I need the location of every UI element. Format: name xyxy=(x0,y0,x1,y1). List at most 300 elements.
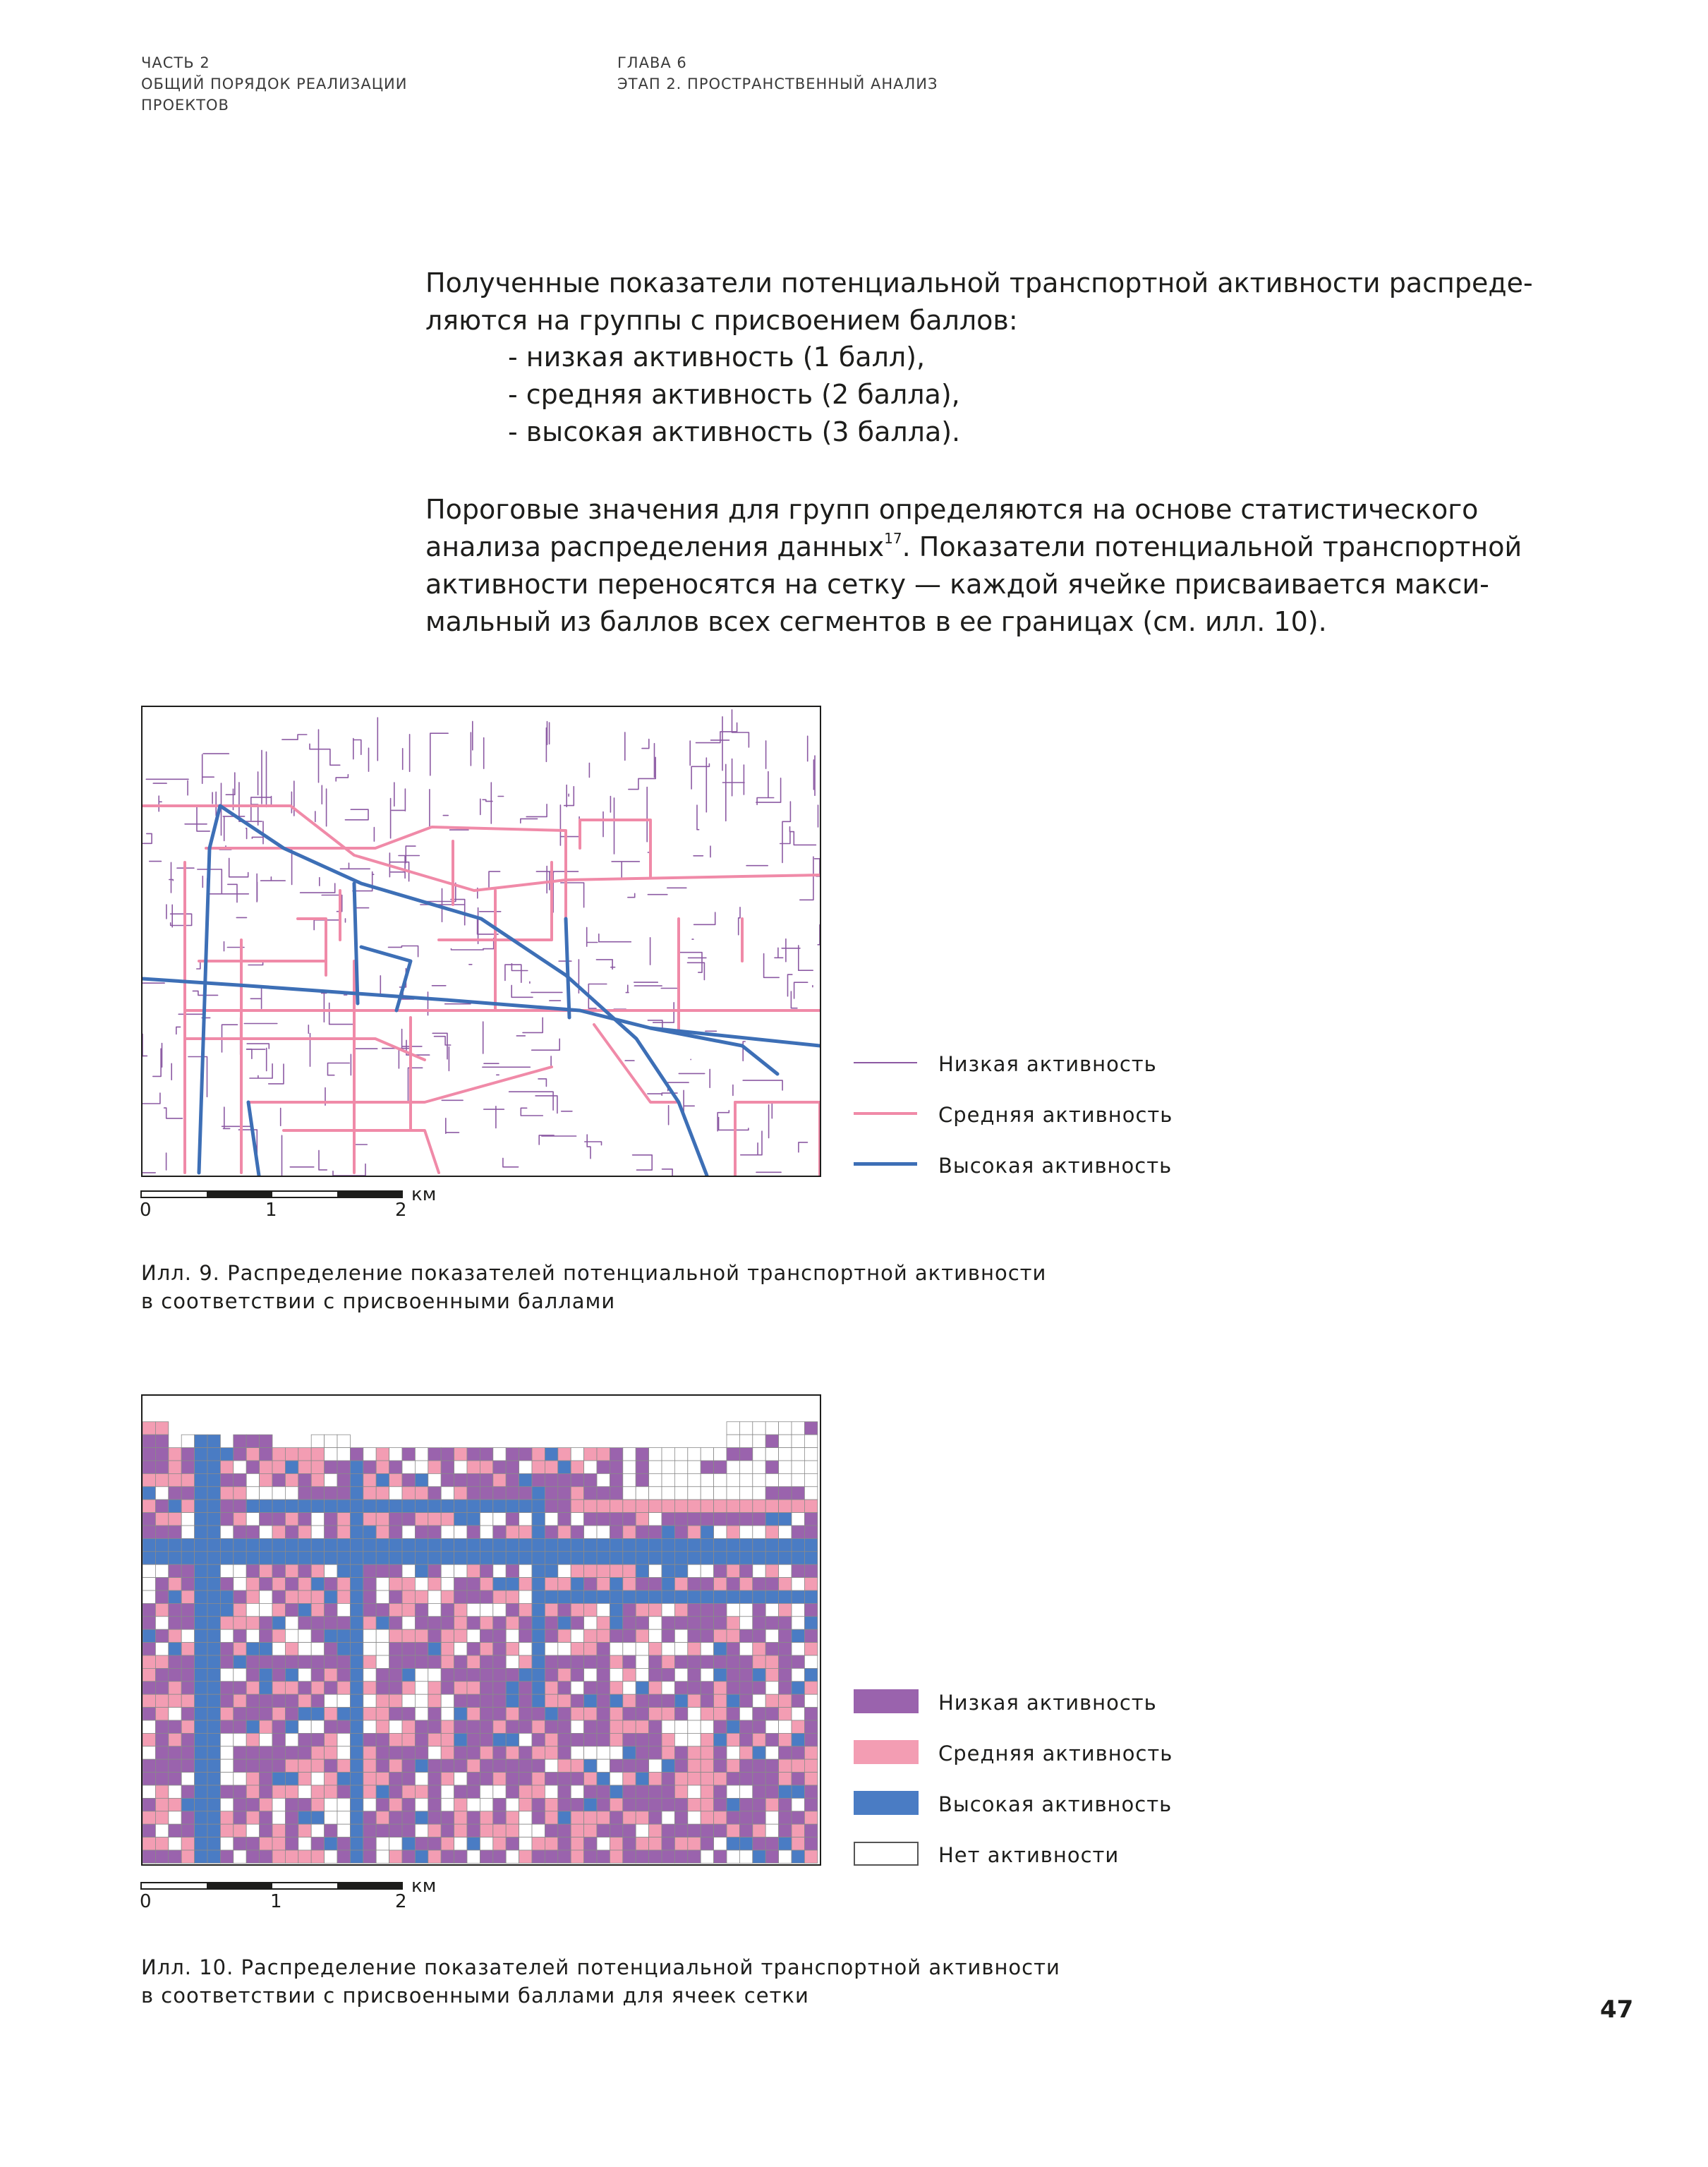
grid-cell xyxy=(207,1499,220,1512)
grid-cell xyxy=(792,1708,804,1720)
grid-cell xyxy=(207,1655,220,1668)
grid-cell xyxy=(389,1499,402,1512)
grid-cell xyxy=(649,1733,662,1746)
grid-cell xyxy=(143,1746,155,1759)
grid-cell xyxy=(402,1746,415,1759)
grid-cell xyxy=(220,1526,233,1538)
grid-cell xyxy=(674,1759,687,1772)
grid-cell xyxy=(376,1473,389,1486)
grid-cell xyxy=(298,1850,311,1863)
grid-cell xyxy=(545,1499,557,1512)
grid-cell xyxy=(688,1643,701,1655)
grid-cell xyxy=(779,1682,792,1694)
grid-cell xyxy=(493,1798,506,1811)
grid-cell xyxy=(155,1720,168,1733)
grid-cell xyxy=(441,1720,454,1733)
grid-cell xyxy=(169,1499,181,1512)
grid-cell xyxy=(415,1590,428,1603)
grid-cell xyxy=(584,1811,597,1824)
high-activity-road xyxy=(361,947,411,1010)
grid-cell xyxy=(234,1811,246,1824)
grid-cell xyxy=(143,1655,155,1668)
grid-cell xyxy=(739,1708,752,1720)
grid-cell xyxy=(636,1837,648,1850)
grid-cell xyxy=(195,1785,207,1798)
grid-cell xyxy=(389,1643,402,1655)
grid-cell xyxy=(571,1694,583,1707)
grid-cell xyxy=(467,1837,480,1850)
grid-cell xyxy=(480,1708,492,1720)
grid-cell xyxy=(493,1513,506,1526)
grid-cell xyxy=(337,1590,350,1603)
list-item: - низкая активность (1 балл), xyxy=(508,342,926,373)
grid-cell xyxy=(298,1733,311,1746)
grid-cell xyxy=(454,1526,467,1538)
low-activity-road xyxy=(505,965,521,982)
grid-cell xyxy=(727,1733,739,1746)
grid-cell xyxy=(325,1798,337,1811)
grid-cell xyxy=(325,1733,337,1746)
grid-cell xyxy=(597,1773,610,1785)
grid-cell xyxy=(649,1824,662,1837)
grid-cell xyxy=(337,1617,350,1629)
grid-cell xyxy=(389,1590,402,1603)
grid-cell xyxy=(792,1473,804,1486)
grid-cell xyxy=(246,1499,259,1512)
grid-cell xyxy=(779,1526,792,1538)
low-activity-road xyxy=(176,1027,181,1034)
grid-cell xyxy=(480,1720,492,1733)
low-activity-road xyxy=(521,819,538,823)
grid-cell xyxy=(753,1720,765,1733)
grid-cell xyxy=(792,1824,804,1837)
grid-cell xyxy=(272,1668,285,1681)
grid-cell xyxy=(155,1448,168,1461)
grid-cell xyxy=(454,1617,467,1629)
grid-cell xyxy=(714,1461,727,1473)
grid-cell xyxy=(688,1461,701,1473)
low-activity-road xyxy=(247,1049,265,1058)
grid-cell xyxy=(298,1759,311,1772)
grid-cell xyxy=(363,1837,376,1850)
grid-cell xyxy=(571,1578,583,1590)
grid-cell xyxy=(610,1473,622,1486)
grid-cell xyxy=(636,1824,648,1837)
grid-cell xyxy=(753,1578,765,1590)
grid-cell xyxy=(181,1578,194,1590)
grid-cell xyxy=(558,1811,571,1824)
grid-cell xyxy=(402,1487,415,1499)
grid-cell xyxy=(155,1578,168,1590)
grid-cell xyxy=(532,1590,545,1603)
grid-cell xyxy=(260,1617,272,1629)
grid-cell xyxy=(519,1694,532,1707)
grid-cell xyxy=(662,1850,674,1863)
grid-cell xyxy=(207,1629,220,1642)
grid-cell xyxy=(298,1590,311,1603)
grid-cell xyxy=(415,1811,428,1824)
grid-cell xyxy=(441,1499,454,1512)
grid-cell xyxy=(532,1785,545,1798)
low-activity-road xyxy=(782,802,790,862)
grid-cell xyxy=(441,1811,454,1824)
grid-cell xyxy=(765,1759,778,1772)
grid-cell xyxy=(298,1785,311,1798)
grid-cell xyxy=(260,1655,272,1668)
grid-cell xyxy=(714,1603,727,1616)
grid-cell xyxy=(220,1746,233,1759)
grid-cell xyxy=(363,1629,376,1642)
grid-cell xyxy=(363,1708,376,1720)
grid-cell xyxy=(727,1538,739,1551)
grid-cell xyxy=(337,1824,350,1837)
grid-cell xyxy=(558,1694,571,1707)
grid-cell xyxy=(506,1798,519,1811)
paragraph-thresholds xyxy=(425,491,1526,641)
paragraph-line: Полученные показатели потенциальной транспортной активности распреде- xyxy=(425,267,1533,298)
grid-cell xyxy=(389,1694,402,1707)
grid-cell xyxy=(545,1487,557,1499)
grid-cell xyxy=(584,1461,597,1473)
grid-cell xyxy=(350,1708,363,1720)
grid-cell xyxy=(610,1655,622,1668)
grid-cell xyxy=(532,1811,545,1824)
grid-cell xyxy=(181,1708,194,1720)
grid-cell xyxy=(765,1655,778,1668)
grid-cell xyxy=(363,1850,376,1863)
grid-cell xyxy=(610,1603,622,1616)
legend-label: Средняя активность xyxy=(938,1103,1173,1127)
grid-cell xyxy=(415,1668,428,1681)
grid-cell xyxy=(493,1824,506,1837)
grid-cell xyxy=(285,1552,298,1564)
grid-cell xyxy=(584,1668,597,1681)
grid-cell xyxy=(753,1590,765,1603)
grid-cell xyxy=(519,1785,532,1798)
grid-cell xyxy=(337,1773,350,1785)
grid-cell xyxy=(376,1461,389,1473)
grid-cell xyxy=(195,1759,207,1772)
grid-cell xyxy=(571,1629,583,1642)
grid-cell xyxy=(246,1759,259,1772)
grid-cell xyxy=(519,1590,532,1603)
grid-cell xyxy=(506,1643,519,1655)
grid-cell xyxy=(610,1746,622,1759)
grid-cell xyxy=(532,1643,545,1655)
grid-cell xyxy=(623,1448,636,1461)
grid-cell xyxy=(337,1629,350,1642)
grid-cell xyxy=(714,1733,727,1746)
grid-cell xyxy=(779,1629,792,1642)
grid-cell xyxy=(285,1668,298,1681)
paragraph-line xyxy=(425,529,1526,566)
grid-cell xyxy=(143,1629,155,1642)
grid-cell xyxy=(467,1499,480,1512)
grid-cell xyxy=(207,1759,220,1772)
grid-cell xyxy=(311,1837,324,1850)
grid-cell xyxy=(571,1824,583,1837)
grid-cell xyxy=(792,1811,804,1824)
grid-cell xyxy=(597,1694,610,1707)
grid-cell xyxy=(402,1590,415,1603)
grid-cell xyxy=(765,1422,778,1435)
grid-cell xyxy=(584,1526,597,1538)
grid-cell xyxy=(779,1422,792,1435)
low-activity-road xyxy=(392,789,405,811)
grid-cell xyxy=(389,1682,402,1694)
grid-cell xyxy=(779,1759,792,1772)
grid-cell xyxy=(779,1590,792,1603)
grid-cell xyxy=(260,1850,272,1863)
grid-cell xyxy=(195,1448,207,1461)
low-activity-road xyxy=(261,877,286,881)
grid-cell xyxy=(688,1837,701,1850)
grid-cell xyxy=(727,1682,739,1694)
grid-cell xyxy=(376,1798,389,1811)
grid-cell xyxy=(467,1617,480,1629)
grid-cell xyxy=(402,1513,415,1526)
grid-cell xyxy=(207,1798,220,1811)
grid-cell xyxy=(701,1564,713,1577)
grid-cell xyxy=(532,1461,545,1473)
grid-cell xyxy=(415,1785,428,1798)
grid-cell xyxy=(584,1643,597,1655)
low-activity-road xyxy=(794,982,808,998)
grid-cell xyxy=(739,1435,752,1447)
grid-cell xyxy=(506,1590,519,1603)
grid-cell xyxy=(376,1811,389,1824)
grid-cell xyxy=(350,1746,363,1759)
grid-cell xyxy=(765,1578,778,1590)
grid-cell xyxy=(779,1473,792,1486)
grid-cell xyxy=(415,1448,428,1461)
grid-cell xyxy=(415,1461,428,1473)
grid-cell xyxy=(545,1668,557,1681)
grid-cell xyxy=(402,1720,415,1733)
grid-cell xyxy=(610,1461,622,1473)
grid-cell xyxy=(506,1461,519,1473)
low-activity-road xyxy=(799,1142,808,1152)
grid-cell xyxy=(272,1824,285,1837)
grid-cell xyxy=(181,1499,194,1512)
grid-cell xyxy=(246,1785,259,1798)
grid-cell xyxy=(804,1526,817,1538)
grid-cell xyxy=(649,1513,662,1526)
grid-cell xyxy=(441,1643,454,1655)
grid-cell xyxy=(765,1773,778,1785)
grid-cell xyxy=(753,1746,765,1759)
grid-cell xyxy=(532,1708,545,1720)
grid-cell xyxy=(169,1811,181,1824)
grid-cell xyxy=(804,1694,817,1707)
grid-cell xyxy=(636,1708,648,1720)
grid-cell xyxy=(285,1461,298,1473)
grid-cell xyxy=(532,1448,545,1461)
grid-cell xyxy=(325,1552,337,1564)
grid-cell xyxy=(506,1837,519,1850)
low-activity-road xyxy=(818,925,820,945)
grid-cell xyxy=(558,1746,571,1759)
grid-cell xyxy=(493,1682,506,1694)
grid-cell xyxy=(246,1694,259,1707)
low-activity-road xyxy=(406,846,416,863)
grid-cell xyxy=(584,1759,597,1772)
grid-cell xyxy=(363,1720,376,1733)
grid-cell xyxy=(311,1733,324,1746)
grid-cell xyxy=(155,1499,168,1512)
grid-cell xyxy=(519,1668,532,1681)
grid-cell xyxy=(662,1538,674,1551)
grid-cell xyxy=(597,1487,610,1499)
grid-cell xyxy=(181,1448,194,1461)
grid-cell xyxy=(325,1487,337,1499)
grid-cell xyxy=(246,1773,259,1785)
grid-cell xyxy=(610,1837,622,1850)
grid-cell xyxy=(350,1785,363,1798)
grid-cell xyxy=(260,1564,272,1577)
grid-cell xyxy=(727,1448,739,1461)
grid-cell xyxy=(143,1590,155,1603)
grid-cell xyxy=(363,1552,376,1564)
grid-cell xyxy=(792,1435,804,1447)
grid-cell xyxy=(415,1603,428,1616)
grid-cell xyxy=(234,1773,246,1785)
grid-cell xyxy=(234,1564,246,1577)
grid-cell xyxy=(727,1564,739,1577)
grid-cell xyxy=(597,1720,610,1733)
grid-cell xyxy=(311,1461,324,1473)
grid-cell xyxy=(389,1603,402,1616)
grid-cell xyxy=(480,1578,492,1590)
grid-cell xyxy=(765,1746,778,1759)
grid-cell xyxy=(389,1473,402,1486)
grid-cell xyxy=(610,1785,622,1798)
grid-cell xyxy=(597,1668,610,1681)
grid-cell xyxy=(325,1759,337,1772)
grid-cell xyxy=(272,1461,285,1473)
grid-cell xyxy=(195,1655,207,1668)
grid-cell xyxy=(558,1617,571,1629)
grid-cell xyxy=(519,1629,532,1642)
grid-cell xyxy=(428,1746,441,1759)
grid-cell xyxy=(350,1824,363,1837)
low-activity-road xyxy=(329,1003,353,1024)
grid-cell xyxy=(804,1668,817,1681)
low-activity-road xyxy=(229,858,248,876)
grid-cell xyxy=(727,1850,739,1863)
grid-cell xyxy=(155,1629,168,1642)
grid-cell xyxy=(246,1590,259,1603)
caption-line: в соответствии с присвоенными баллами для ячеек сетки xyxy=(141,1984,809,2008)
grid-cell xyxy=(298,1708,311,1720)
grid-cell xyxy=(389,1487,402,1499)
grid-cell xyxy=(467,1487,480,1499)
grid-cell xyxy=(272,1850,285,1863)
grid-cell xyxy=(532,1850,545,1863)
grid-cell xyxy=(649,1603,662,1616)
grid-cell xyxy=(532,1487,545,1499)
grid-cell xyxy=(493,1552,506,1564)
grid-cell xyxy=(519,1461,532,1473)
grid-cell xyxy=(753,1708,765,1720)
grid-cell xyxy=(311,1708,324,1720)
grid-cell xyxy=(610,1513,622,1526)
grid-cell xyxy=(623,1720,636,1733)
grid-cell xyxy=(480,1811,492,1824)
grid-cell xyxy=(234,1448,246,1461)
grid-cell xyxy=(727,1590,739,1603)
grid-cell xyxy=(285,1629,298,1642)
grid-cell xyxy=(636,1473,648,1486)
grid-cell xyxy=(674,1461,687,1473)
grid-cell xyxy=(597,1759,610,1772)
grid-cell xyxy=(272,1837,285,1850)
grid-cell xyxy=(207,1733,220,1746)
grid-cell xyxy=(272,1526,285,1538)
grid-cell xyxy=(662,1733,674,1746)
grid-cell xyxy=(246,1564,259,1577)
grid-cell xyxy=(181,1629,194,1642)
grid-cell xyxy=(480,1668,492,1681)
low-activity-road xyxy=(250,988,261,1008)
grid-cell xyxy=(597,1837,610,1850)
grid-cell xyxy=(558,1733,571,1746)
grid-cell xyxy=(662,1708,674,1720)
grid-cell xyxy=(701,1798,713,1811)
low-activity-road xyxy=(628,893,635,897)
grid-cell xyxy=(220,1590,233,1603)
grid-cell xyxy=(246,1733,259,1746)
footnote-marker: 17 xyxy=(884,530,902,547)
grid-cell xyxy=(765,1499,778,1512)
grid-cell xyxy=(428,1694,441,1707)
grid-cell xyxy=(428,1461,441,1473)
grid-cell xyxy=(558,1590,571,1603)
grid-cell xyxy=(727,1720,739,1733)
grid-cell xyxy=(143,1461,155,1473)
grid-cell xyxy=(311,1538,324,1551)
grid-cell xyxy=(649,1694,662,1707)
grid-cell xyxy=(285,1526,298,1538)
grid-cell xyxy=(739,1617,752,1629)
grid-cell xyxy=(246,1473,259,1486)
list-item: - высокая активность (3 балла). xyxy=(508,416,961,447)
grid-cell xyxy=(195,1435,207,1447)
grid-cell xyxy=(311,1643,324,1655)
grid-cell xyxy=(649,1448,662,1461)
grid-cell xyxy=(623,1708,636,1720)
grid-cell xyxy=(545,1526,557,1538)
list-item: - средняя активность (2 балла), xyxy=(508,379,960,410)
grid-cell xyxy=(234,1720,246,1733)
grid-cell xyxy=(792,1720,804,1733)
grid-cell xyxy=(402,1811,415,1824)
grid-cell xyxy=(688,1824,701,1837)
running-header-left xyxy=(141,52,407,116)
grid-cell xyxy=(558,1850,571,1863)
grid-cell xyxy=(662,1461,674,1473)
grid-cell xyxy=(765,1708,778,1720)
grid-cell xyxy=(337,1837,350,1850)
grid-cell xyxy=(584,1824,597,1837)
grid-cell xyxy=(234,1682,246,1694)
grid-cell xyxy=(389,1448,402,1461)
grid-cell xyxy=(415,1629,428,1642)
grid-cell xyxy=(363,1773,376,1785)
grid-cell xyxy=(325,1773,337,1785)
grid-cell xyxy=(220,1513,233,1526)
grid-cell xyxy=(519,1708,532,1720)
